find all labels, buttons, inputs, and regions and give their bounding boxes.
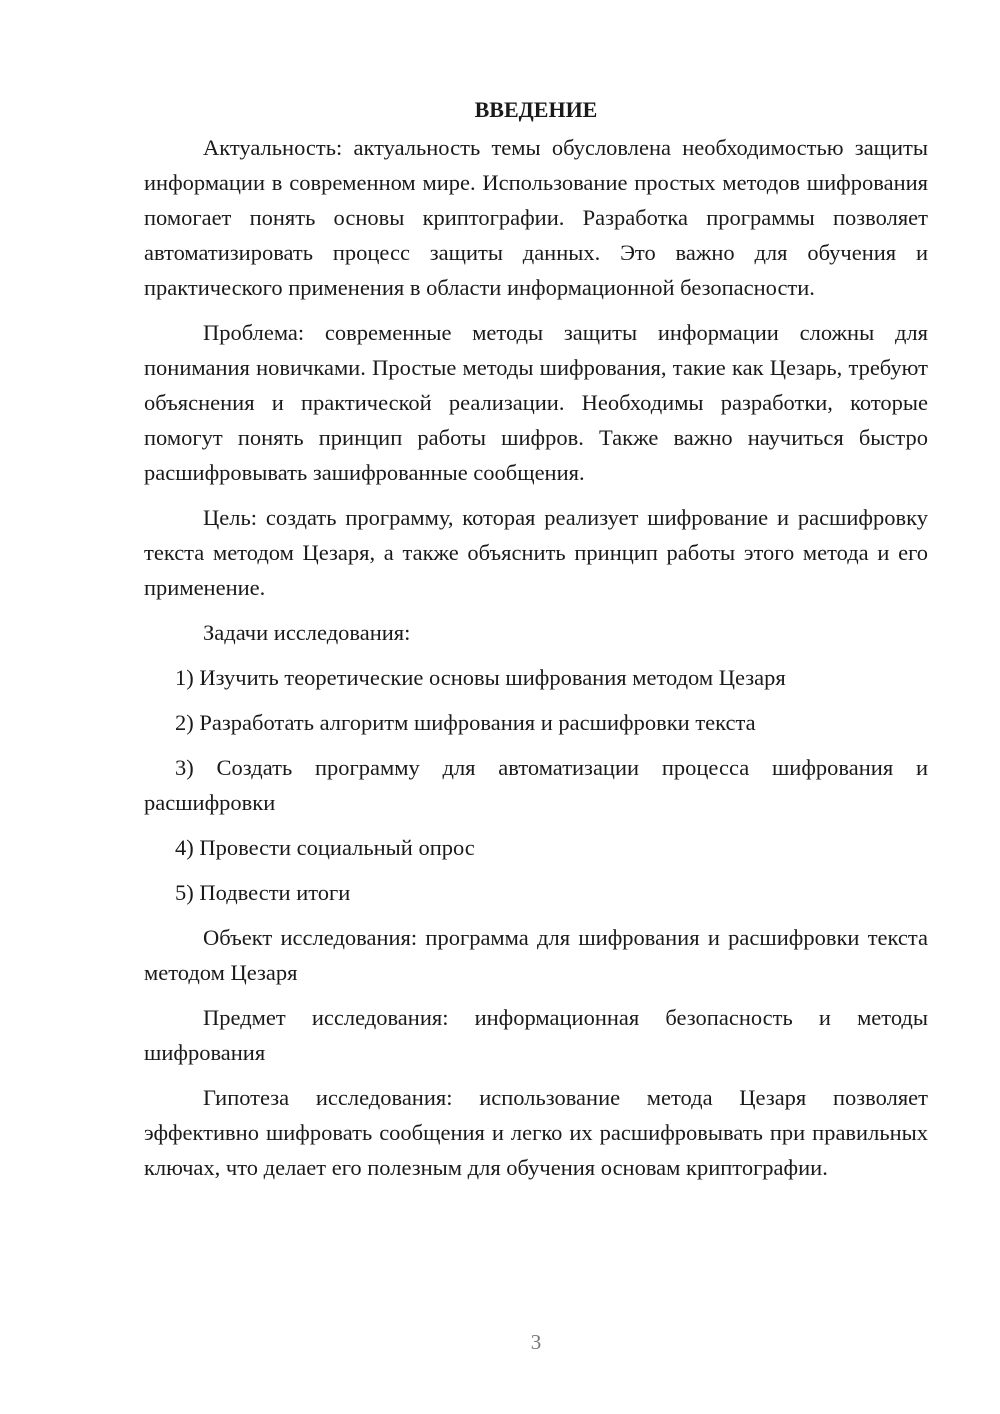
paragraph-relevance: Актуальность: актуальность темы обусловлена необходимостью защиты информации в современном мире. Использование простых методов шифрования помогает понять основы криптографии. Разработка программы позволяет автоматизировать процесс защиты данных. Это важно для обучения и практического применения в области информационной безопасности. [144, 135, 928, 300]
task-item-1: 1) Изучить теоретические основы шифрования методом Цезаря [175, 665, 786, 690]
paragraph-object: Объект исследования: программа для шифрования и расшифровки текста методом Цезаря [144, 925, 928, 985]
task-item-5: 5) Подвести итоги [175, 880, 351, 905]
task-item-2: 2) Разработать алгоритм шифрования и расшифровки текста [175, 710, 756, 735]
task-item-4: 4) Провести социальный опрос [175, 835, 475, 860]
paragraph-problem: Проблема: современные методы защиты информации сложны для понимания новичками. Простые методы шифрования, такие как Цезарь, требуют объяснения и практической реализации. Необходимы разработки, которые помогут понять принцип работы шифров. Также важно научиться быстро расшифровывать зашифрованные сообщения. [144, 320, 928, 485]
tasks-heading: Задачи исследования: [203, 620, 411, 645]
paragraph-goal: Цель: создать программу, которая реализует шифрование и расшифровку текста методом Цезаря, а также объяснить принцип работы этого метода и его применение. [144, 505, 928, 600]
page-number: 3 [530, 1330, 542, 1354]
task-item-3: 3) Создать программу для автоматизации процесса шифрования и расшифровки [144, 755, 928, 815]
page-title: ВВЕДЕНИЕ [474, 97, 598, 122]
paragraph-subject: Предмет исследования: информационная безопасность и методы шифрования [144, 1005, 928, 1065]
paragraph-hypothesis: Гипотеза исследования: использование метода Цезаря позволяет эффективно шифровать сообщения и легко их расшифровывать при правильных ключах, что делает его полезным для обучения основам криптографии. [144, 1085, 928, 1180]
page-content [144, 92, 928, 1195]
